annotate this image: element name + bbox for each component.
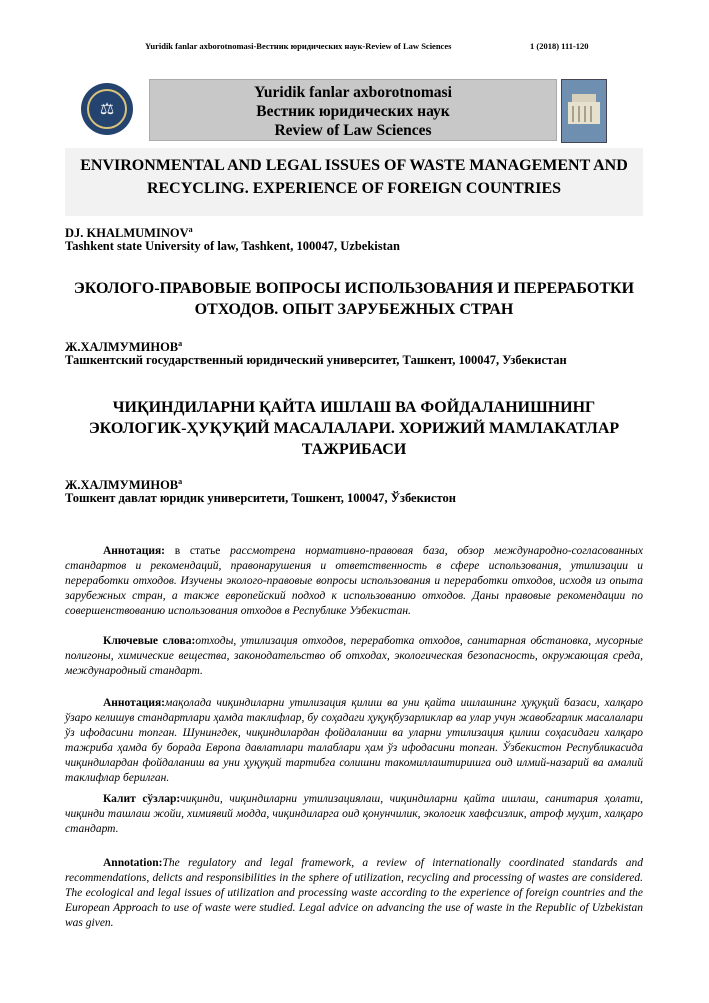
author-ru: Ж.ХАЛМУМИНОВ$^a$ — [65, 339, 183, 355]
article-title-ru: ЭКОЛОГО-ПРАВОВЫЕ ВОПРОСЫ ИСПОЛЬЗОВАНИЯ И ПЕРЕРАБОТКИ ОТХОДОВ. ОПЫТ ЗАРУБЕЖНЫХ СТРАН — [73, 280, 635, 318]
running-header-issue: 1 (2018) 111-120 — [530, 41, 589, 51]
affiliation-ru: Ташкентский государственный юридический университет, Ташкент, 100047, Узбекистан — [65, 353, 567, 367]
journal-name-en: Review of Law Sciences — [274, 122, 432, 139]
author-en: DJ. KHALMUMINOV$^a$ — [65, 225, 193, 241]
abstract-uz: Аннотация:мақолада чиқиндиларни утилизация қилиш ва уни қайта ишлашнинг ҳуқуқий базаси, халқаро ўзаро келишув стандартлари ҳамда таклифлар, бу соҳадаги ҳуқуқбузарликлар ва улар учун жавобгарлик масалалари ўз ифодасини топган. Шунингдек, чиқиндилардан фойдаланиш ва уларни утилизация қилиш соҳасидаги халқаро тажриба ҳамда бу борада Европа давлатлари талаблари ҳам ўз ифодасини топган. Ўзбекистон Республикасида чиқиндилардан фойдаланиш ва уни ҳуқуқий тартибга солишни такомиллаштиришга оид илмий-назарий ва амалий таклифлар берилган. — [65, 697, 643, 784]
journal-name-box — [149, 79, 557, 141]
abstract-ru: Аннотация: в статье рассмотрена нормативно-правовая база, обзор международно-согласованных стандартов и рекомендаций, правонарушения и ответственность в сфере использования, утилизации и переработки отходов. Изучены эколого-правовые вопросы использования и переработки отходов, исходя из опыта зарубежных стран, а также европейский подход к использованию отходов. Даны правовые рекомендации по совершенствованию использования отходов в Республике Узбекистан. — [65, 545, 643, 617]
author-uz: Ж.ХАЛМУМИНОВ$^a$ — [65, 477, 183, 493]
abstract-en: Annotation:The regulatory and legal framework, a review of internationally coordinated standards and recommendations, delicts and responsibilities in the sphere of utilization, recycling and processing of wastes are considered. The ecological and legal issues of utilization and processing waste according to the experience of foreign countries and the European Approach to use of waste were studied. Legal advice on advancing the use of waste in the Republic of Uzbekistan was given. — [65, 857, 643, 929]
journal-name-uz: Yuridik fanlar axborotnomasi — [254, 84, 452, 101]
affiliation-uz: Тошкент давлат юридик университети, Тошкент, 100047, Ўзбекистон — [65, 491, 456, 505]
journal-name-ru: Вестник юридических наук — [256, 103, 450, 120]
article-title-en: ENVIRONMENTAL AND LEGAL ISSUES OF WASTE MANAGEMENT AND RECYCLING. EXPERIENCE OF FOREIGN COUNTRIES — [80, 157, 628, 197]
journal-banner — [65, 75, 643, 145]
running-header-journal: Yuridik fanlar axborotnomasi-Вестник юридических наук-Review of Law Sciences — [145, 41, 452, 51]
keywords-ru: Ключевые слова:отходы, утилизация отходов, переработка отходов, санитарная обстановка, мусорные полигоны, химические вещества, законодательство об отходах, экологическая безопасность, окружающая среда, международный стандарт. — [65, 635, 643, 677]
article-title-uz: ЧИҚИНДИЛАРНИ ҚАЙТА ИШЛАШ ВА ФОЙДАЛАНИШНИНГ ЭКОЛОГИК-ҲУҚУҚИЙ МАСАЛАЛАРИ. ХОРИЖИЙ МАМЛАКАТЛАР ТАЖРИБАСИ — [88, 399, 620, 458]
journal-cover-building-icon — [561, 79, 607, 143]
university-seal-icon: ⚖ — [81, 83, 133, 135]
keywords-uz: Калит сўзлар:чиқинди, чиқиндиларни утилизациялаш, чиқиндиларни қайта ишлаш, санитария ҳолати, чиқинди ташлаш жойи, химиявий модда, чиқиндиларга оид қонунчилик, экологик хавфсизлик, атроф муҳит, халқаро стандарт. — [65, 793, 644, 835]
affiliation-en: Tashkent state University of law, Tashkent, 100047, Uzbekistan — [65, 239, 401, 253]
